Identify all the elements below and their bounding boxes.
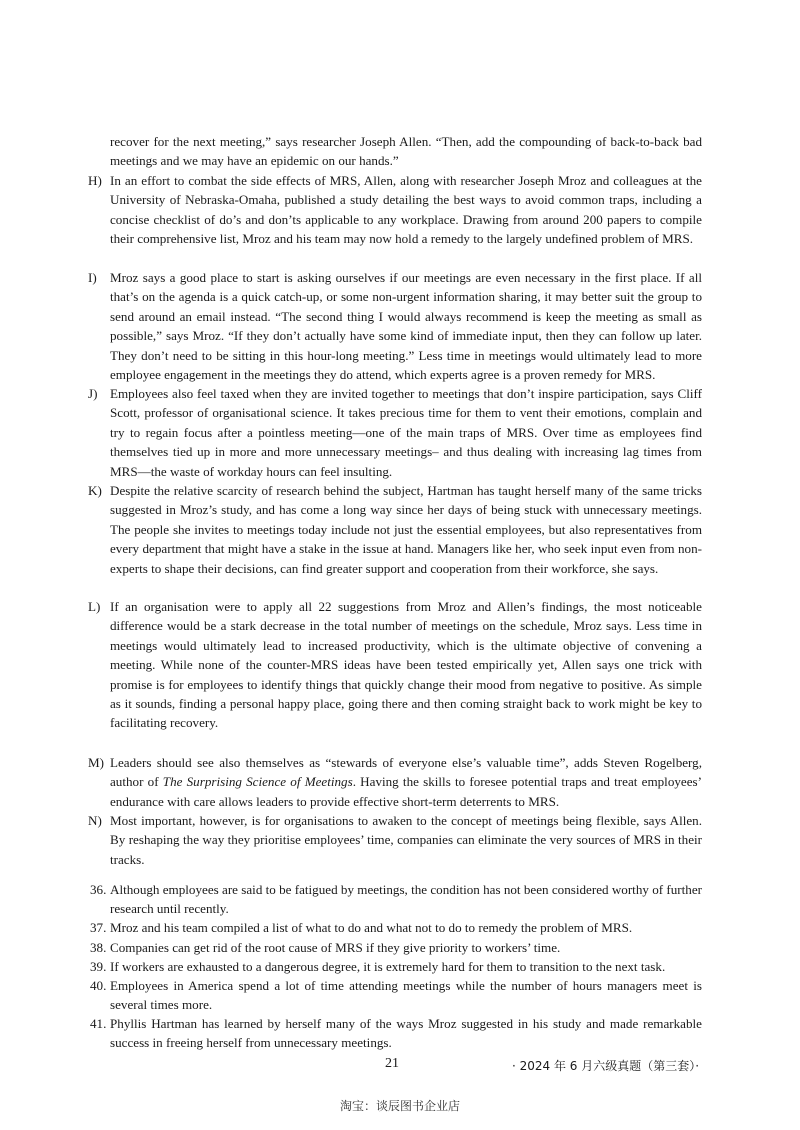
exam-series-label: · 2024 年 6 月六级真题（第三套）· [512,1059,700,1073]
question-41 [90,1014,702,1053]
paragraph-text: Despite the relative scarcity of research behind the subject, Hartman has taught herself many of the same tricks suggested in Mroz’s study, and has come a long way since her days of being stuck with unnecessary meetings. The people she invites to meetings today include not just the essential employees, but also representatives from every department that might have a stake in the issue at hand. Managers like her, who seek input even from non-experts to shape their decisions, can find greater support and cooperation from their workforce, she says. [110,483,702,576]
paragraph-text: recover for the next meeting,” says researcher Joseph Allen. “Then, add the compounding of back-to-back bad meetings and we may have an epidemic on our hands.” [110,134,702,169]
question-37 [90,918,702,937]
question-36 [90,880,702,919]
passage-paragraph-l [90,597,702,733]
paragraph-text [110,753,702,811]
shop-watermark: 淘宝：谈辰图书企业店 [339,1099,460,1113]
passage-paragraph-g-continued [90,132,702,171]
paragraph-text: If an organisation were to apply all 22 suggestions from Mroz and Allen’s findings, the most noticeable difference would be a stark decrease in the total number of meetings on the schedule, Mroz says. Less time in meetings would ultimately lead to increased productivity, which is the ultimate objective of convening a meeting. While none of the counter-MRS ideas have been tested empirically yet, Allen says one trick with promise is for employees to identify things that quickly change their mood from negative to positive. As simple as it sounds, finding a personal happy place, going there and then coming straight back to work might be key to facilitating recovery. [110,599,702,731]
passage-paragraph-k [90,481,702,578]
paragraph-label: I) [88,270,97,285]
text-segment: . Having the skills to foresee potential traps and treat employees’ endurance with care allows leaders to provide effective short-term deterrents to MRS. [110,774,702,809]
question-39 [90,957,702,976]
question-text: Companies can get rid of the root cause of MRS if they give priority to workers’ time. [110,940,561,955]
page-number: 21 [385,1056,399,1071]
question-number: 41. [90,1016,107,1031]
question-number: 36. [90,882,107,897]
passage-paragraph-i [90,268,702,384]
passage-paragraph-j [90,384,702,481]
question-text: Although employees are said to be fatigued by meetings, the condition has not been considered worthy of further research until recently. [110,882,702,917]
question-40 [90,976,702,1015]
paragraph-label: L) [88,599,101,614]
question-number: 39. [90,959,107,974]
question-text: Phyllis Hartman has learned by herself many of the ways Mroz suggested in his study and made remarkable success in freeing herself from unnecessary meetings. [110,1016,702,1051]
question-number: 37. [90,920,107,935]
paragraph-text: Mroz says a good place to start is asking ourselves if our meetings are even necessary in the first place. If all that’s on the agenda is a quick catch-up, or some non-urgent information sharing, it may better suit the group to send around an email instead. “The second thing I would always recommend is keep the meeting as small as possible,” says Mroz. “If they don’t actually have some kind of immediate input, then they can follow up later. They don’t need to be sitting in this hour-long meeting.” Less time in meetings would ultimately lead to more employee engagement in the meetings they do attend, which experts agree is a proven remedy for MRS. [110,270,702,383]
question-38 [90,938,702,957]
paragraph-label: J) [88,386,98,401]
paragraph-label: H) [88,173,102,188]
passage-paragraph-m [90,753,702,811]
question-number: 40. [90,978,107,993]
passage-paragraph-h [90,171,702,249]
question-number: 38. [90,940,107,955]
paragraph-text: In an effort to combat the side effects of MRS, Allen, along with researcher Joseph Mroz and colleagues at the University of Nebraska-Omaha, published a study detailing the best ways to avoid common traps, including a concise checklist of do’s and don’ts applicable to any workplace. Drawing from around 200 papers to compile their comprehensive list, Mroz and his team may now hold a remedy to the largely undefined problem of MRS. [110,173,702,247]
question-text: If workers are exhausted to a dangerous degree, it is extremely hard for them to transition to the next task. [110,959,666,974]
paragraph-text: Most important, however, is for organisations to awaken to the concept of meetings being flexible, says Allen. By reshaping the way they prioritise employees’ time, companies can eliminate the very sources of MRS in their tracks. [110,813,702,867]
paragraph-label: K) [88,483,102,498]
paragraph-label: M) [88,755,105,770]
text-segment: Leaders should see also themselves as “stewards of everyone else’s valuable time”, adds Steven Rogelberg, author of [110,755,702,790]
question-text: Employees in America spend a lot of time attending meetings while the number of hours managers meet is several times more. [110,978,702,1013]
paragraph-label: N) [88,813,102,828]
question-text: Mroz and his team compiled a list of what to do and what not to do to remedy the problem of MRS. [110,920,633,935]
paragraph-text: Employees also feel taxed when they are invited together to meetings that don’t inspire participation, says Cliff Scott, professor of organisational science. It takes precious time for them to vent their emotions, complain and try to regain focus after a pointless meeting—one of the main traps of MRS. Over time as employees find themselves tied up in more and more unnecessary meetings– and thus dealing with increasing lag times from MRS—the waste of workday hours can feel insulting. [110,386,702,479]
passage-paragraph-n [90,811,702,869]
book-title: The Surprising Science of Meetings [162,774,353,790]
